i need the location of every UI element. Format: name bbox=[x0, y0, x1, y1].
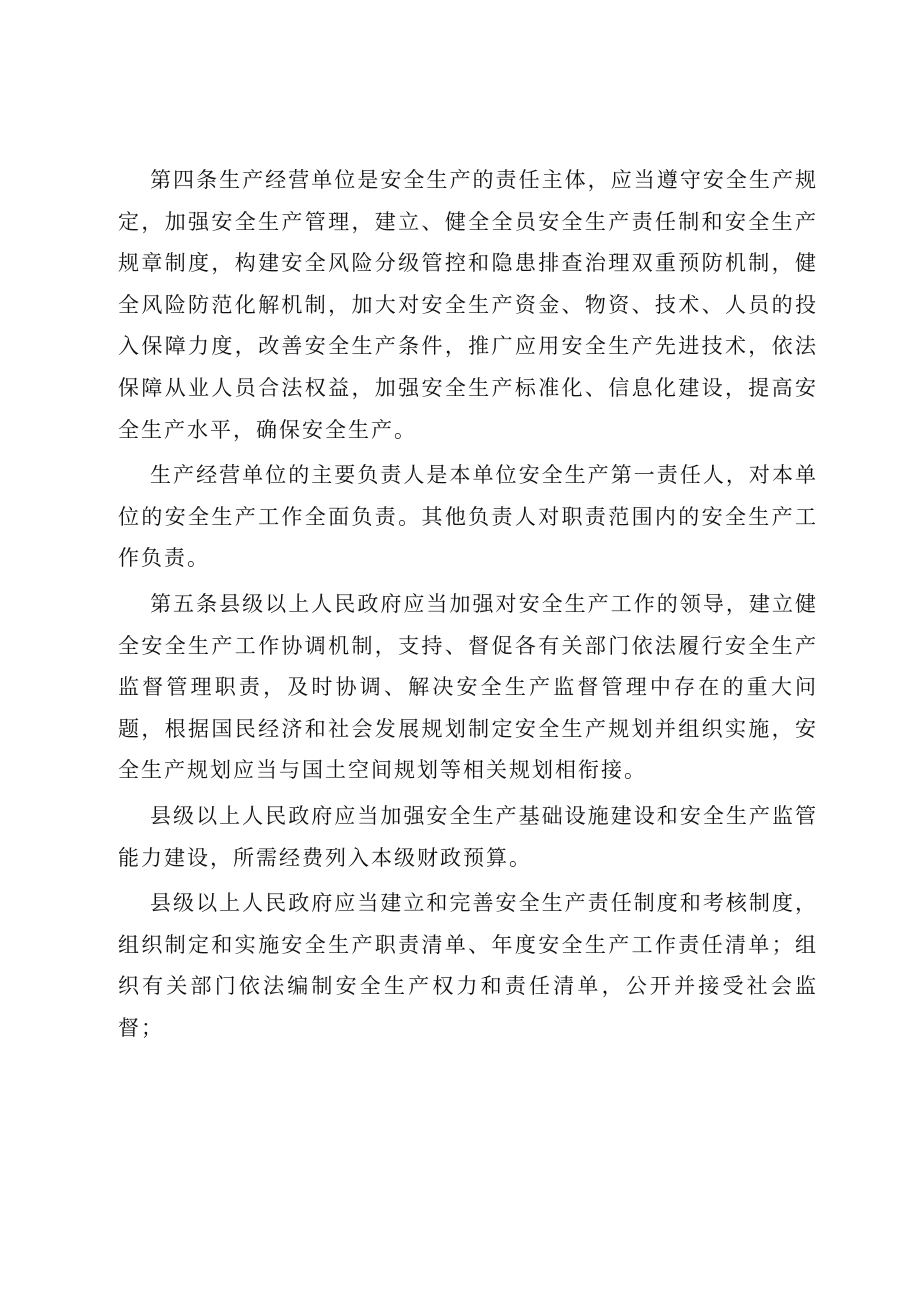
paragraph-responsibility-system: 县级以上人民政府应当建立和完善安全生产责任制度和考核制度，组织制定和实施安全生产职责清单、年度安全生产工作责任清单；组织有关部门依法编制安全生产权力和责任清单，公开并接受社会监督； bbox=[118, 891, 818, 1040]
paragraph-principal-responsible: 生产经营单位的主要负责人是本单位安全生产第一责任人，对本单位的安全生产工作全面负责。其他负责人对职责范围内的安全生产工作负责。 bbox=[118, 463, 818, 571]
paragraph-article-5: 第五条县级以上人民政府应当加强对安全生产工作的领导，建立健全安全生产工作协调机制，支持、督促各有关部门依法履行安全生产监督管理职责，及时协调、解决安全生产监督管理中存在的重大问题，根据国民经济和社会发展规划制定安全生产规划并组织实施，安全生产规划应当与国土空间规划等相关规划相衔接。 bbox=[118, 591, 818, 783]
paragraph-article-4: 第四条生产经营单位是安全生产的责任主体，应当遵守安全生产规定，加强安全生产管理，建立、健全全员安全生产责任制和安全生产规章制度，构建安全风险分级管控和隐患排查治理双重预防机制，健全风险防范化解机制，加大对安全生产资金、物资、技术、人员的投入保障力度，改善安全生产条件，推广应用安全生产先进技术，依法保障从业人员合法权益，加强安全生产标准化、信息化建设，提高安全生产水平，确保安全生产。 bbox=[118, 168, 818, 442]
document-body bbox=[118, 160, 818, 1053]
paragraph-infrastructure-budget: 县级以上人民政府应当加强安全生产基础设施建设和安全生产监管能力建设，所需经费列入本级财政预算。 bbox=[118, 803, 818, 870]
